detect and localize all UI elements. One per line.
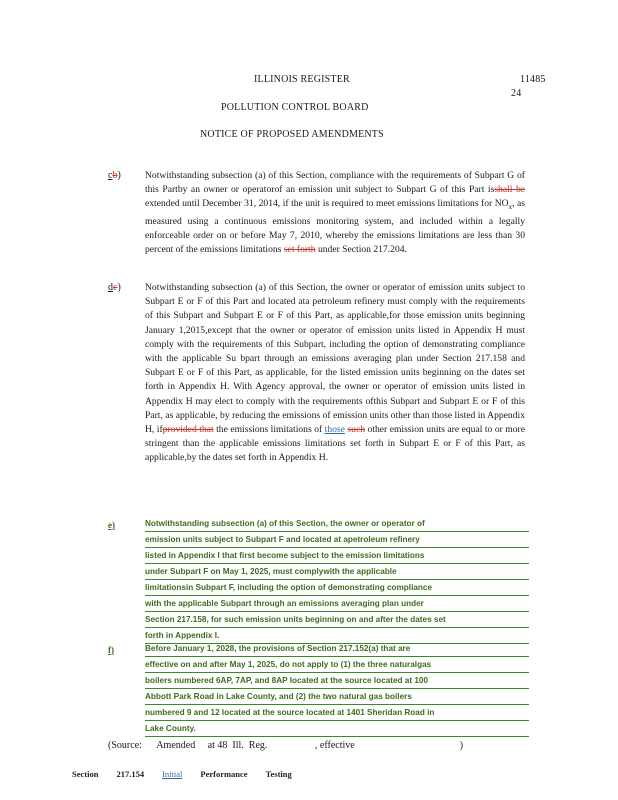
para-e-line: with the applicable Subpart through an emissions averaging plan under: [145, 596, 529, 612]
footer-section: Section: [72, 769, 99, 779]
label-inserted: d: [108, 282, 113, 293]
footer-number: 217.154: [116, 769, 145, 779]
deleted-text: such: [347, 424, 366, 436]
text-run: extended until December 31, 2014, if the unit is required to meet emissions limitations for NO: [145, 198, 509, 210]
subscript: x: [508, 203, 513, 212]
para-e-line: emission units subject to Subpart F and located at apetroleum refinery: [145, 532, 529, 548]
label-inserted: c: [108, 170, 113, 181]
para-e-line: listed in Appendix I that first become subject to the emission limitations: [145, 548, 529, 564]
footer-testing: Testing: [265, 769, 292, 779]
text-run: Notwithstanding subsection (a) of this Section, compliance with the requirements of Subpart G of this Partby an owner or operatorof an emission unit subject to Subpart G of this Part is: [145, 170, 525, 196]
inserted-text: those: [324, 424, 345, 436]
para-f-line: boilers numbered 6AP, 7AP, and 8AP located at the source located at 100: [145, 673, 529, 689]
source-note: (Source: Amended at 48 Ill. Reg. , effective ): [108, 740, 464, 751]
footer-initial: Initial: [162, 769, 183, 779]
para-f-label: f): [108, 645, 114, 655]
text-run: the emissions limitations of: [213, 424, 325, 436]
text-run: under Section 217.204.: [315, 243, 407, 255]
para-f-line: numbered 9 and 12 located at the source located at 1401 Sheridan Road in: [145, 705, 529, 721]
label-deleted: b: [112, 170, 118, 181]
para-c-text: [145, 169, 525, 257]
register-title: ILLINOIS REGISTER: [254, 74, 350, 85]
label-close: ): [117, 282, 121, 293]
page-number: 11485: [520, 74, 546, 85]
para-f-line: Lake County.: [145, 721, 529, 737]
text-run: , as measured using a continuous emissions monitoring system, and included within a legally enforceable order on or before May 7, 2010, whereby the emissions limitations are less than 30 percent of the emissions limitations: [145, 198, 525, 255]
text-run: other emission units are equal to or more stringent than the applicable emissions limitations set forth in Subpart E or F of this Part, as applicable,by the dates set forth in Appendix H.: [145, 424, 526, 464]
sub-page-number: 24: [511, 88, 522, 99]
para-e-line: Section 217.158, for such emission units beginning on and after the dates set: [145, 612, 529, 628]
para-e-line: Notwithstanding subsection (a) of this Section, the owner or operator of: [145, 516, 529, 532]
para-d-label: [108, 282, 121, 293]
deleted-text: provided that: [162, 424, 214, 436]
footer-performance: Performance: [200, 769, 248, 779]
para-e-label: e): [108, 520, 115, 530]
deleted-text: shall be: [494, 184, 526, 196]
deleted-text: set forth: [283, 243, 316, 255]
notice-title: NOTICE OF PROPOSED AMENDMENTS: [200, 129, 384, 140]
para-e-line: forth in Appendix I.: [145, 628, 529, 644]
para-f-line: Before January 1, 2028, the provisions of Section 217.152(a) that are: [145, 641, 529, 657]
para-f-line: Abbott Park Road in Lake County, and (2) the two natural gas boilers: [145, 689, 529, 705]
label-close: ): [117, 170, 121, 181]
para-c-label: [108, 170, 121, 181]
para-e-line: limitationsin Subpart F, including the option of demonstrating compliance: [145, 580, 529, 596]
board-title: POLLUTION CONTROL BOARD: [221, 102, 369, 113]
para-d-text: [145, 281, 525, 466]
label-deleted: c: [113, 282, 118, 293]
para-e-text: [145, 516, 529, 644]
para-f-line: effective on and after May 1, 2025, do not apply to (1) the three naturalgas: [145, 657, 529, 673]
para-f-text: [145, 641, 529, 737]
text-run: Notwithstanding subsection (a) of this Section, the owner or operator of emission units subject to Subpart E or F of this Part and located ata petroleum refinery must comply with the requirements of this Subpart and Subpart E or F of this Part, as applicable,for those emission units beginning January 1,2015,except that the owner or operator of emission units listed in Appendix H must comply with the requirements of this Subpart, including the option of demonstrating compliance with the applicable Su bpart through an emissions averaging plan under Section 217.158 and Subpart E or F of this Part, as applicable, for the listed emission units beginning on the dates set forth in Appendix H. With Agency approval, the owner or operator of emission units listed in Appendix H may elect to comply with the requirements ofthis Subpart and Subpart E or F of this Part, as applicable, by reducing the emissions of emission units other than those listed in Appendix H, if: [145, 282, 525, 436]
section-footer: [72, 769, 310, 779]
para-e-line: under Subpart F on May 1, 2025, must complywith the applicable: [145, 564, 529, 580]
